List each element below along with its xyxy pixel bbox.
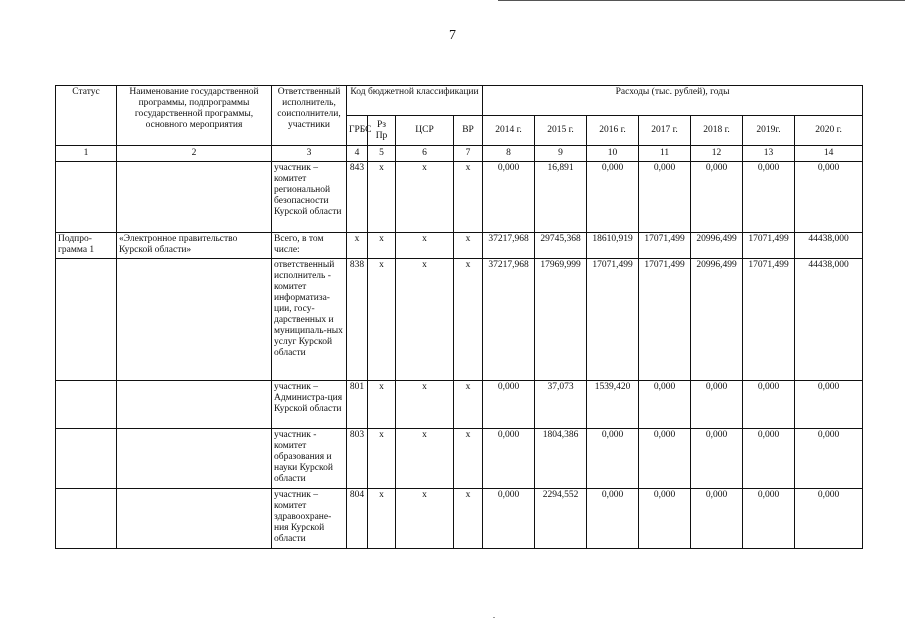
header-year: 2015 г.	[535, 116, 587, 146]
cell-vr: х	[454, 162, 483, 233]
cell-value: 0,000	[483, 489, 535, 549]
cell-grbs: 843	[347, 162, 368, 233]
cell-value: 0,000	[743, 162, 795, 233]
cell-grbs: х	[347, 233, 368, 259]
column-number: 12	[691, 146, 743, 162]
cell-rzpr: х	[368, 162, 396, 233]
cell-value: 0,000	[691, 489, 743, 549]
cell-status	[56, 162, 117, 233]
cell-value: 0,000	[795, 489, 863, 549]
column-number: 10	[587, 146, 639, 162]
cell-status	[56, 259, 117, 381]
cell-value: 0,000	[483, 381, 535, 429]
cell-vr: х	[454, 259, 483, 381]
cell-value: 0,000	[795, 429, 863, 489]
header-year: 2018 г.	[691, 116, 743, 146]
table-row	[56, 233, 863, 259]
header-csr: ЦСР	[396, 116, 454, 146]
column-number: 8	[483, 146, 535, 162]
cell-value: 0,000	[639, 381, 691, 429]
cell-value: 0,000	[691, 162, 743, 233]
cell-value: 0,000	[587, 489, 639, 549]
cell-value: 20996,499	[691, 233, 743, 259]
cell-rzpr: х	[368, 381, 396, 429]
budget-table	[55, 85, 863, 549]
cell-value: 17071,499	[743, 233, 795, 259]
cell-rzpr: х	[368, 489, 396, 549]
cell-rzpr: х	[368, 233, 396, 259]
cell-name	[117, 259, 272, 381]
cell-responsible: Всего, в том числе:	[272, 233, 347, 259]
cell-value: 37217,968	[483, 233, 535, 259]
header-row-1	[56, 86, 863, 116]
column-number: 3	[272, 146, 347, 162]
table-row	[56, 429, 863, 489]
cell-grbs: 801	[347, 381, 368, 429]
cell-value: 0,000	[587, 429, 639, 489]
cell-value: 20996,499	[691, 259, 743, 381]
cell-csr: х	[396, 162, 454, 233]
column-number: 9	[535, 146, 587, 162]
column-number: 13	[743, 146, 795, 162]
header-name: Наименование государственной программы, подпрограммы государственной программы, основного мероприятия	[117, 86, 272, 146]
cell-csr: х	[396, 381, 454, 429]
cell-value: 17071,499	[639, 259, 691, 381]
cell-value: 0,000	[743, 489, 795, 549]
top-rule	[498, 0, 905, 1]
cell-value: 44438,000	[795, 233, 863, 259]
cell-name	[117, 381, 272, 429]
cell-status	[56, 489, 117, 549]
column-number: 11	[639, 146, 691, 162]
cell-value: 17071,499	[743, 259, 795, 381]
header-year: 2016 г.	[587, 116, 639, 146]
column-number: 4	[347, 146, 368, 162]
cell-value: 16,891	[535, 162, 587, 233]
header-year: 2019г.	[743, 116, 795, 146]
cell-value: 37,073	[535, 381, 587, 429]
cell-vr: х	[454, 429, 483, 489]
cell-status: Подпро-грамма 1	[56, 233, 117, 259]
cell-vr: х	[454, 381, 483, 429]
cell-responsible: участник - комитет образования и науки Курской области	[272, 429, 347, 489]
header-vr: ВР	[454, 116, 483, 146]
cell-value: 0,000	[639, 162, 691, 233]
cell-name	[117, 429, 272, 489]
cell-csr: х	[396, 489, 454, 549]
scan-speck	[493, 617, 495, 618]
header-year: 2014 г.	[483, 116, 535, 146]
cell-value: 18610,919	[587, 233, 639, 259]
cell-responsible: участник – комитет региональной безопасности Курской области	[272, 162, 347, 233]
cell-value: 0,000	[691, 429, 743, 489]
header-grbs: ГРБС	[347, 116, 368, 146]
cell-value: 0,000	[691, 381, 743, 429]
cell-value: 29745,368	[535, 233, 587, 259]
cell-grbs: 803	[347, 429, 368, 489]
cell-vr: х	[454, 489, 483, 549]
cell-csr: х	[396, 429, 454, 489]
column-number: 6	[396, 146, 454, 162]
cell-value: 0,000	[795, 381, 863, 429]
cell-status	[56, 429, 117, 489]
cell-responsible: участник – Администра-ция Курской области	[272, 381, 347, 429]
cell-value: 44438,000	[795, 259, 863, 381]
cell-name	[117, 162, 272, 233]
cell-name: «Электронное правительство Курской области»	[117, 233, 272, 259]
cell-value: 2294,552	[535, 489, 587, 549]
cell-csr: х	[396, 233, 454, 259]
cell-value: 0,000	[483, 162, 535, 233]
page-number: 7	[449, 28, 456, 43]
column-number: 5	[368, 146, 396, 162]
cell-rzpr: х	[368, 259, 396, 381]
cell-value: 0,000	[639, 489, 691, 549]
header-responsible: Ответственный исполнитель, соисполнители, участники	[272, 86, 347, 146]
cell-rzpr: х	[368, 429, 396, 489]
column-number: 7	[454, 146, 483, 162]
cell-grbs: 804	[347, 489, 368, 549]
cell-value: 0,000	[795, 162, 863, 233]
table-row	[56, 381, 863, 429]
cell-value: 0,000	[483, 429, 535, 489]
cell-value: 0,000	[743, 429, 795, 489]
cell-responsible: участник – комитет здравоохране-ния Курской области	[272, 489, 347, 549]
cell-value: 37217,968	[483, 259, 535, 381]
cell-value: 1539,420	[587, 381, 639, 429]
table-row	[56, 489, 863, 549]
cell-value: 0,000	[639, 429, 691, 489]
cell-name	[117, 489, 272, 549]
cell-grbs: 838	[347, 259, 368, 381]
column-number-row	[56, 146, 863, 162]
table-row	[56, 162, 863, 233]
cell-responsible: ответственный исполнитель - комитет информатиза-ции, госу-дарственных и муниципаль-ных услуг Курской области	[272, 259, 347, 381]
header-year: 2017 г.	[639, 116, 691, 146]
cell-value: 0,000	[587, 162, 639, 233]
header-status: Статус	[56, 86, 117, 146]
header-rzpr: Рз Пр	[368, 116, 396, 146]
cell-value: 0,000	[743, 381, 795, 429]
cell-status	[56, 381, 117, 429]
table-row	[56, 259, 863, 381]
header-code: Код бюджетной классификации	[347, 86, 483, 116]
cell-value: 1804,386	[535, 429, 587, 489]
cell-value: 17071,499	[639, 233, 691, 259]
header-expenses: Расходы (тыс. рублей), годы	[483, 86, 863, 116]
cell-vr: х	[454, 233, 483, 259]
cell-value: 17969,999	[535, 259, 587, 381]
column-number: 2	[117, 146, 272, 162]
column-number: 1	[56, 146, 117, 162]
column-number: 14	[795, 146, 863, 162]
cell-value: 17071,499	[587, 259, 639, 381]
header-year: 2020 г.	[795, 116, 863, 146]
cell-csr: х	[396, 259, 454, 381]
